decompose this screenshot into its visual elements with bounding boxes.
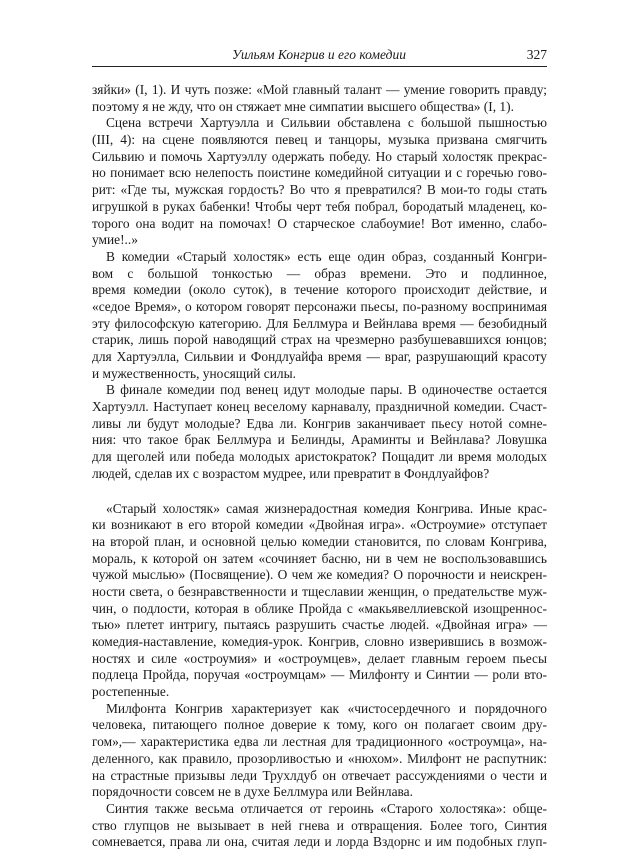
text-line: торого она водит на помочах! О старческое слабоумие! Вот именно, слабо- (92, 215, 547, 231)
text-line: человека, питающего полное доверие к тому, кого он полагает своим дру- (92, 717, 547, 733)
paragraph (92, 115, 547, 249)
text-line: гом»,— характеристика едва ли лестная для традиционного «остроумца», на- (92, 734, 547, 750)
text-line: умие!..» (92, 232, 138, 248)
paragraph (92, 249, 547, 383)
header-divider (92, 66, 547, 67)
text-line: чин, о подлости, которая в облике Пройда с «макьявеллиевской изощреннос- (92, 600, 547, 616)
text-line: для Хартуэлла, Сильвии и Фондлуайфа время — враг, разрушающий красоту (92, 349, 547, 364)
text-line: Синтия также весьма отличается от героинь «Старого холостяка»: обще- (106, 800, 547, 816)
text-line: ки возникают в его второй комедии «Двойная игра». «Остроумие» отступает (92, 517, 547, 533)
text-line: чужой мыслью» (Посвящение). О чем же комедия? О порочности и неискрен- (92, 567, 547, 583)
text-line: сомневается, права ли она, считая леди и лорда Вздорнс и им подобных глуп- (92, 834, 547, 850)
running-header (92, 46, 547, 64)
text-line: на страстные призывы леди Трухлдуб он отвечает рассуждениями о чести и (92, 767, 547, 783)
text-line: В комедии «Старый холостяк» есть еще один образ, созданный Конгри- (106, 248, 547, 264)
text-line: Хартуэлл. Наступает конец веселому карнавалу, праздничной комедии. Счаст- (92, 399, 547, 415)
text-line: зяйки» (I, 1). И чуть позже: «Мой главный талант — умение говорить правду; (92, 82, 547, 97)
text-line: ство глупцов не вызывает в ней гнева и отвращения. Более того, Синтия (92, 817, 547, 833)
paragraph (92, 701, 547, 801)
text-line: Сцена встречи Хартуэлла и Сильвии обставлена с большой пышностью (106, 115, 547, 131)
text-line: ностях и силе «остроумия» и «остроумцев», делает главным героем пьесы (92, 650, 547, 666)
text-line: людей, сделав их с возрастом мудрее, или превратит в Фондлуайфов? (92, 465, 490, 481)
text-line: Милфонта Конгрив характеризует как «чистосердечного и порядочного (106, 700, 547, 716)
text-line: ния: что такое брак Беллмура и Белинды, Араминты и Вейнлава? Ловушка (92, 432, 547, 448)
text-line: поэтому я не жду, что он стяжает мне симпатии высшего общества» (I, 1). (92, 98, 514, 114)
text-line: ростепенные. (92, 684, 170, 700)
paragraph (92, 801, 547, 851)
text-line: эту философскую категорию. Для Беллмура и Вейнлава время — безобидный (92, 315, 547, 331)
text-line: рит: «Где ты, мужская гордость? Во что я превратился? В мои-то годы стать (92, 182, 547, 198)
text-line: вом с большой тонкостью — образ времени. Это и подлинное, (92, 265, 547, 281)
text-line: порядочности совсем не в духе Беллмура или Вейнлава. (92, 784, 413, 800)
text-line: на второй план, и основной целью комедии становится, по словам Конгрива, (92, 533, 547, 549)
text-line: игрушкой в руках бабенки! Чтобы черт тебя побрал, бородатый младенец, ко- (92, 198, 547, 214)
paragraph (92, 82, 547, 115)
text-line: комедия-наставление, комедия-урок. Конгрив, словно изверившись в возмож- (92, 634, 547, 649)
text-line: и мужественность, уносящий силы. (92, 365, 296, 381)
body-text (92, 82, 547, 851)
text-line: ливы ли будут молодые? Едва ли. Конгрив заканчивает пьесу нотой сомне- (92, 415, 547, 431)
text-line: подлеца Пройда, поручая «остроумцам» — Милфонту и Синтии — роли вто- (92, 667, 547, 683)
page-number: 327 (526, 47, 547, 62)
text-line: В финале комедии под венец идут молодые пары. В одиночестве остается (106, 382, 547, 398)
text-line: (III, 4): на сцене появляются певец и танцоры, музыка призвана смягчить (92, 132, 547, 148)
text-line: тью» плетет интригу, пытаясь разрушить счастье людей. «Двойная игра» — (92, 617, 547, 633)
text-line: время комедии (около суток), в течение которого происходит действие, и (92, 282, 547, 298)
running-header-title: Уильям Конгрив и его комедии (232, 47, 406, 62)
text-line: Сильвию и помочь Хартуэллу одержать победу. Но старый холостяк прекрас- (92, 148, 547, 164)
text-line: мораль, к которой он затем «сочиняет басню, ни в чем не воспользовавшись (92, 550, 547, 566)
section-gap (92, 483, 547, 501)
text-line: ности света, о безнравственности и тщеславии женщин, о предательстве муж- (92, 583, 547, 599)
text-line: деленного, как правило, прозорливостью и «нюхом». Милфонт не распутник: (92, 750, 547, 766)
text-line: «Старый холостяк» самая жизнерадостная комедия Конгрива. Иные крас- (106, 500, 547, 516)
text-line: «седое Время», о котором говорят персонажи пьесы, по-разному воспринимая (92, 298, 547, 314)
text-line: старик, лишь порой наводящий страх на чрезмерно разбушевавшихся юнцов; (92, 332, 547, 348)
paragraph (92, 382, 547, 482)
text-line: для щеголей или победа молодых аристократок? Пощадит ли время молодых (92, 449, 547, 465)
text-line: но понимает всю нелепость поистине комедийной ситуации и с горечью гово- (92, 165, 547, 181)
paragraph (92, 501, 547, 701)
